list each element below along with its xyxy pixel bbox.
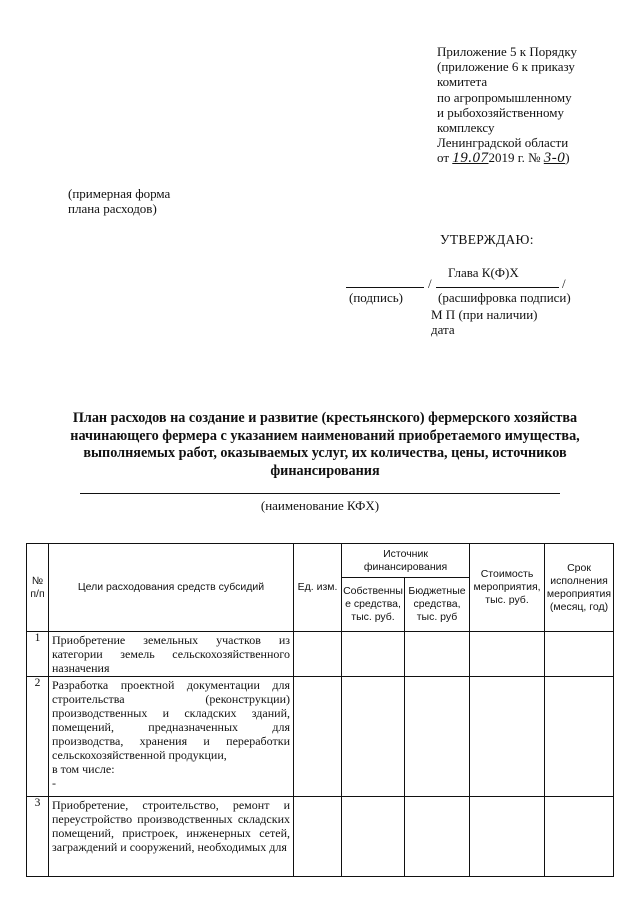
appendix-line: и рыбохозяйственному [437,104,564,120]
appendix-block [437,44,627,167]
header-budget-funds: Бюджетные средства, тыс. руб [405,578,470,632]
closing-paren: ) [565,150,570,166]
appendix-line: (приложение 6 к приказу [437,59,575,75]
table-row [27,797,614,877]
signature-label: (подпись) [349,290,403,305]
row-num: 3 [27,797,49,877]
title-line: начинающего фермера с указанием наименований приобретаемого имущества, [70,427,580,444]
handwritten-number: 3-0 [543,150,566,167]
row-cost-cell [470,797,545,877]
row-goal: Разработка проектной документации для строительства (реконструкции) производственных и складских зданий, помещений, предназначенных для производства, хранения и переработки сельскохозяйственной продукции, [52,678,290,762]
row-goal: Приобретение земельных участков из категории земель сельскохозяйственного назначения [49,632,294,677]
expense-plan-table [26,543,614,877]
row-unit-cell [294,797,342,877]
row-own-cell [342,797,405,877]
row-own-cell [342,632,405,677]
header-source: Источник финансирования [342,544,470,578]
kfh-name-caption: (наименование КФХ) [260,498,380,513]
sample-form-note [68,186,170,216]
title-line: финансирования [270,462,380,479]
decoding-line [436,287,559,288]
signature-line [346,287,424,288]
row-term-cell [545,797,614,877]
row-goal-cell [49,677,294,797]
mp-label: М П (при наличии) [431,307,538,322]
header-unit: Ед. изм. [294,544,342,632]
appendix-date-line [437,150,627,166]
appendix-line: по агропромышленному [437,89,572,105]
row-num: 1 [27,632,49,677]
date-label: дата [431,322,455,337]
head-title: Глава К(Ф)Х [448,265,519,280]
date-prefix: от [437,150,453,166]
header-own-funds: Собственные средства, тыс. руб. [342,578,405,632]
appendix-line: Приложение 5 к Порядку [437,44,577,59]
row-unit-cell [294,632,342,677]
row-num: 2 [27,677,49,797]
row-goal-dash: - [52,776,56,790]
appendix-line: Ленинградской области [437,135,569,151]
row-cost-cell [470,677,545,797]
row-budget-cell [405,677,470,797]
header-term: Срок исполнения мероприятия (месяц, год) [545,544,614,632]
appendix-line: комитета [437,74,488,90]
decoding-label: (расшифровка подписи) [438,290,571,305]
row-goal-extra: в том числе: [52,762,115,776]
slash-open: / [428,276,432,291]
row-unit-cell [294,677,342,797]
document-title [40,410,610,480]
year-text: 2019 г. № [488,150,541,166]
table-row [27,677,614,797]
table-row [27,632,614,677]
header-num: № п/п [27,544,49,632]
slash-close: / [562,276,566,291]
handwritten-date: 19.07 [452,150,489,167]
row-budget-cell [405,632,470,677]
row-cost-cell [470,632,545,677]
sample-form-line: плана расходов) [68,201,157,216]
title-line: выполняемых работ, оказываемых услуг, их количества, цены, источников [83,445,567,461]
header-goals: Цели расходования средств субсидий [49,544,294,632]
row-own-cell [342,677,405,797]
header-cost: Стоимость мероприятия, тыс. руб. [470,544,545,632]
row-term-cell [545,677,614,797]
appendix-line: комплексу [437,120,495,136]
row-goal: Приобретение, строительство, ремонт и переустройство производственных складских помещений, пристроек, инженерных сетей, заграждений и сооружений, необходимых для [49,797,294,877]
row-budget-cell [405,797,470,877]
row-term-cell [545,632,614,677]
stamp-date-block [431,307,538,337]
sample-form-line: (примерная форма [68,186,171,201]
kfh-name-line [80,493,560,494]
approve-heading: УТВЕРЖДАЮ: [440,232,534,247]
title-line: План расходов на создание и развитие (крестьянского) фермерского хозяйства [72,410,578,426]
